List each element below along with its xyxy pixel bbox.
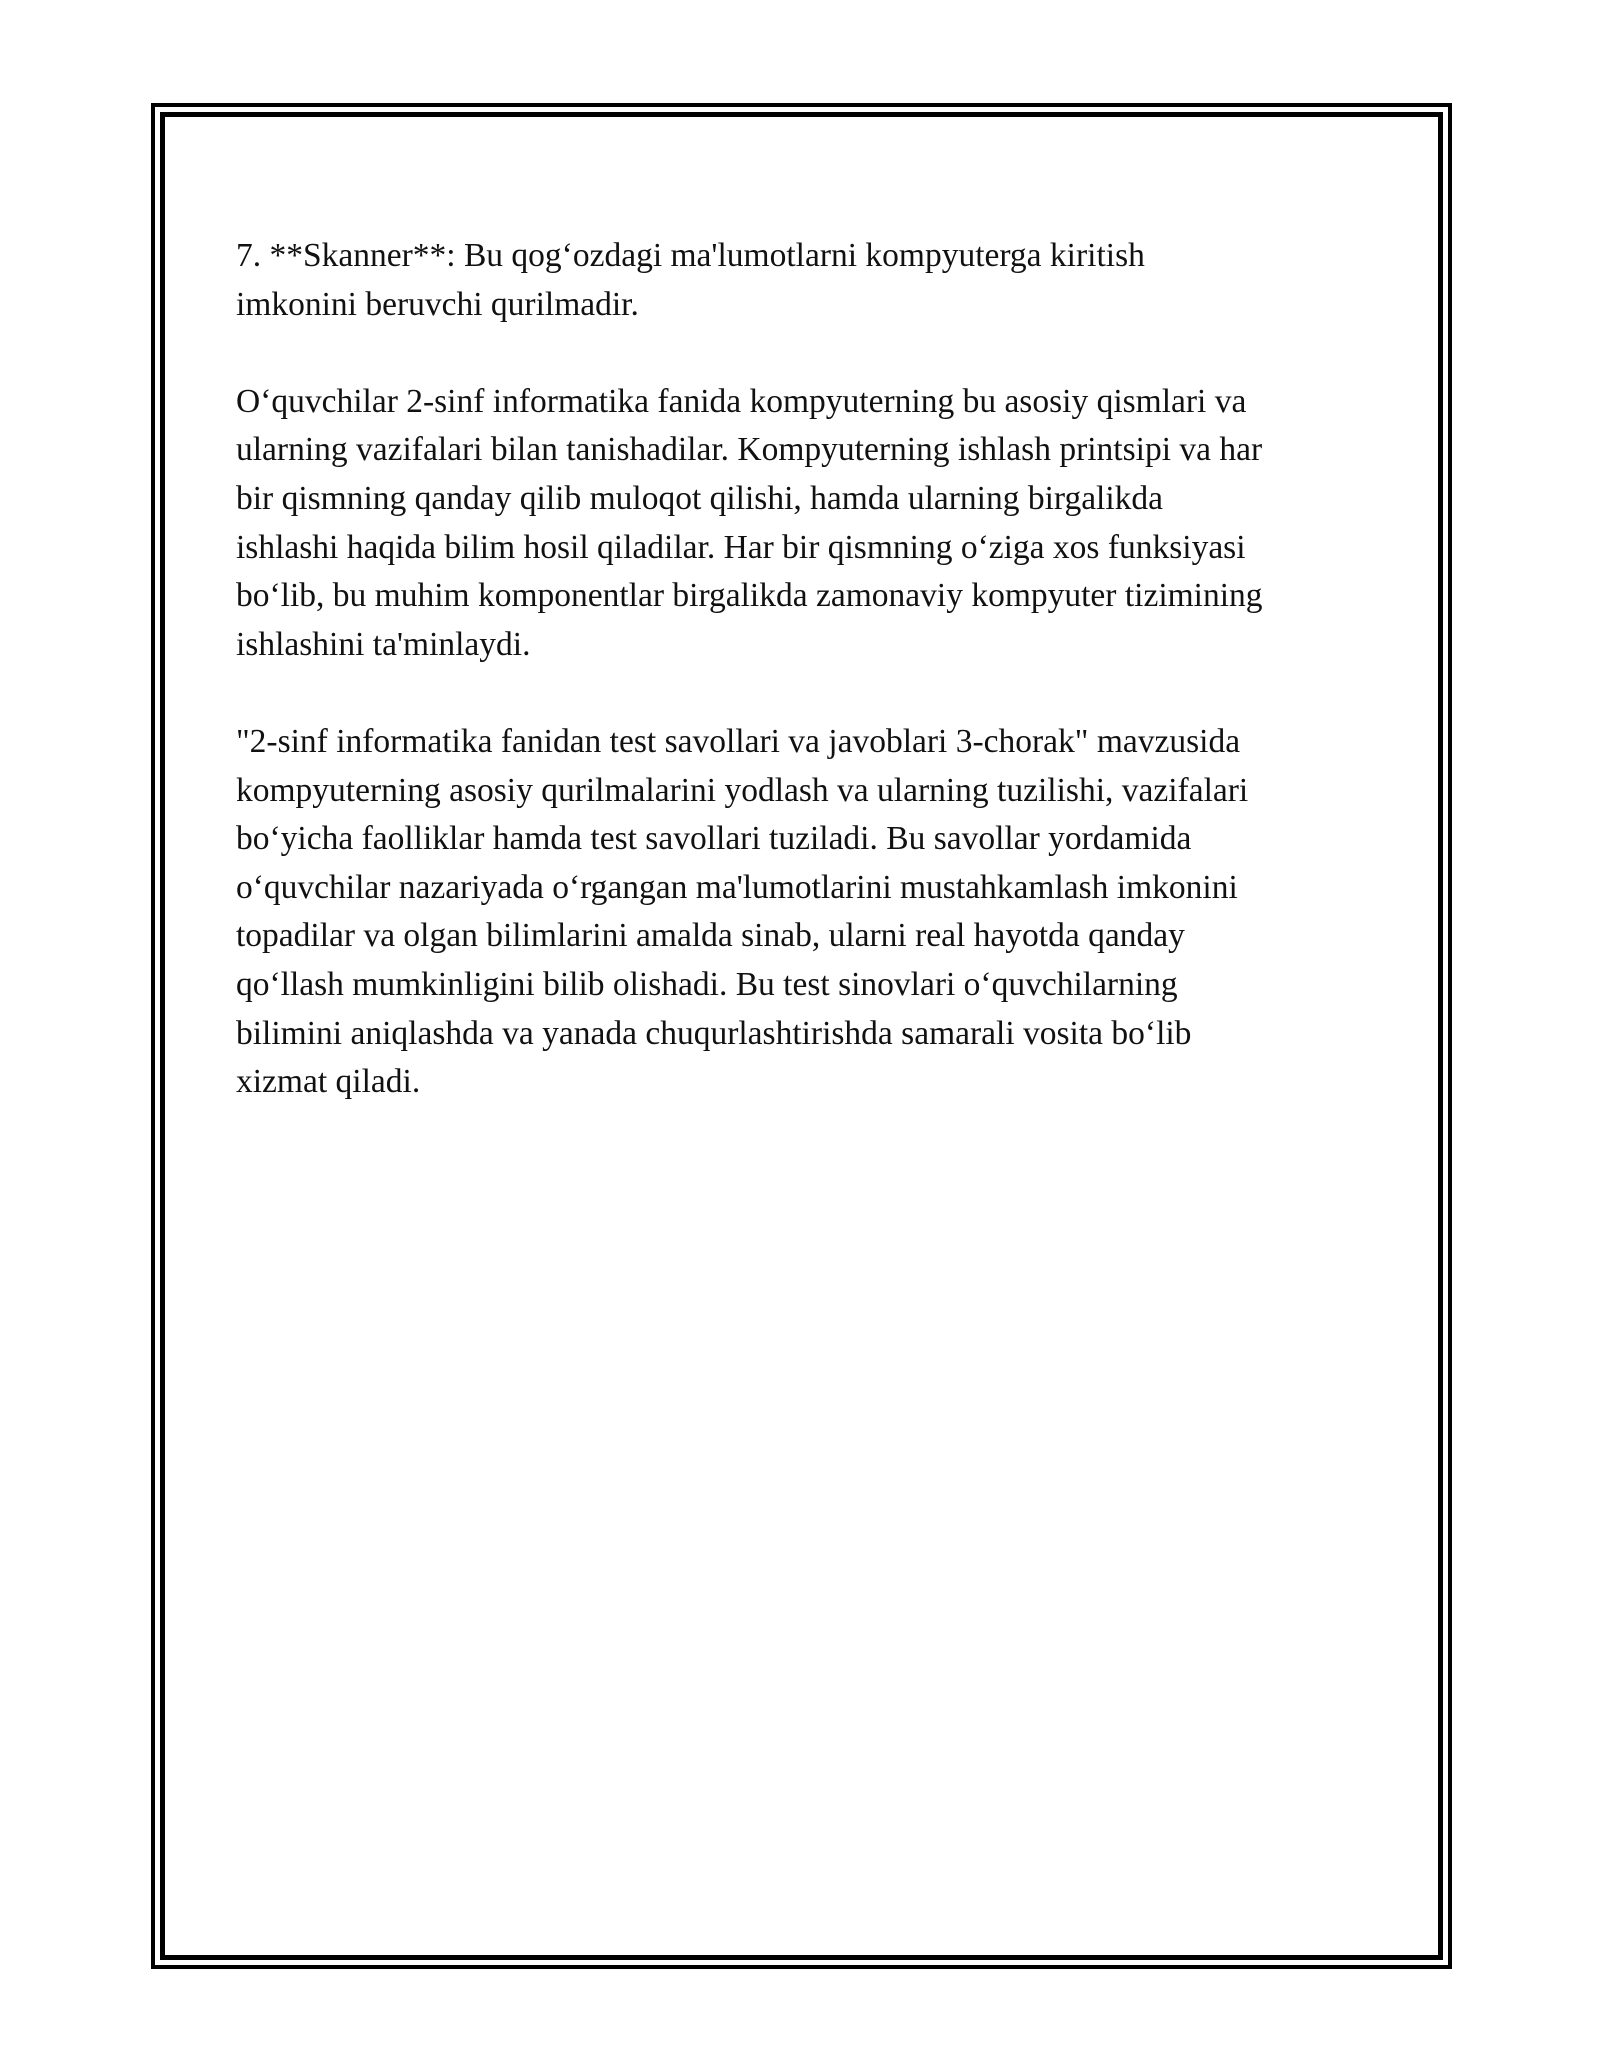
document-body xyxy=(236,232,1376,1107)
text-line: bir qismning qanday qilib muloqot qilishi, hamda ularning birgalikda xyxy=(236,479,1164,517)
text-line: qo‘llash mumkinligini bilib olishadi. Bu test sinovlari o‘quvchilarning xyxy=(236,965,1178,1003)
paragraph-computer-parts xyxy=(236,378,1376,670)
text-line: xizmat qiladi. xyxy=(236,1063,421,1101)
paragraph-skanner xyxy=(236,232,1376,329)
text-line: 7. **Skanner**: Bu qog‘ozdagi ma'lumotlarni kompyuterga kiritish xyxy=(236,237,1145,274)
text-line: bilimini aniqlashda va yanada chuqurlashtirishda samarali vosita bo‘lib xyxy=(236,1014,1192,1052)
text-line: bo‘yicha faolliklar hamda test savollari tuziladi. Bu savollar yordamida xyxy=(236,820,1192,858)
text-line: "2-sinf informatika fanidan test savollari va javoblari 3-chorak" mavzusida xyxy=(236,722,1241,760)
text-line: ishlashi haqida bilim hosil qiladilar. Har bir qismning o‘ziga xos funksiyasi xyxy=(236,528,1246,566)
text-line: topadilar va olgan bilimlarini amalda sinab, ularni real hayotda qanday xyxy=(236,917,1185,955)
text-line: kompyuterning asosiy qurilmalarini yodlash va ularning tuzilishi, vazifalari xyxy=(236,771,1249,809)
text-line: ularning vazifalari bilan tanishadilar. Kompyuterning ishlash printsipi va har xyxy=(236,431,1263,469)
text-line: O‘quvchilar 2-sinf informatika fanida kompyuterning bu asosiy qismlari va xyxy=(236,382,1247,420)
text-line: o‘quvchilar nazariyada o‘rgangan ma'lumotlarini mustahkamlash imkonini xyxy=(236,868,1238,906)
paragraph-test-questions xyxy=(236,718,1376,1107)
text-line: bo‘lib, bu muhim komponentlar birgalikda zamonaviy kompyuter tizimining xyxy=(236,577,1263,615)
text-line: ishlashini ta'minlaydi. xyxy=(236,625,531,663)
text-line: imkonini beruvchi qurilmadir. xyxy=(236,285,639,323)
